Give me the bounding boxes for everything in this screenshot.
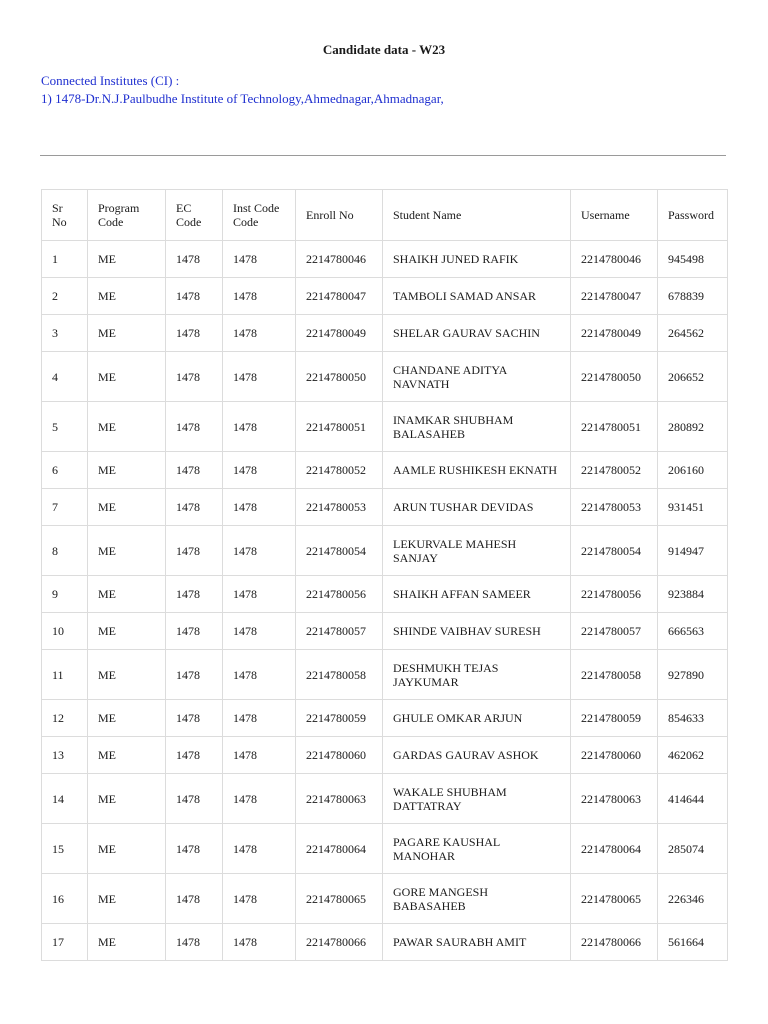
table-row: [42, 489, 728, 526]
cell-inst-code: 1478: [223, 737, 296, 774]
cell-username: 2214780057: [571, 613, 658, 650]
ci-label: Connected Institutes (CI) :: [41, 73, 180, 88]
ci-institute-line: 1) 1478-Dr.N.J.Paulbudhe Institute of Technology,Ahmednagar,Ahmadnagar,: [41, 91, 444, 106]
cell-program-code: ME: [88, 924, 166, 961]
cell-sr-no: 11: [42, 650, 88, 700]
table-row: [42, 650, 728, 700]
cell-student-name: ARUN TUSHAR DEVIDAS: [383, 489, 571, 526]
cell-username: 2214780052: [571, 452, 658, 489]
cell-inst-code: 1478: [223, 824, 296, 874]
header-username: Username: [571, 190, 658, 241]
cell-sr-no: 16: [42, 874, 88, 924]
cell-program-code: ME: [88, 278, 166, 315]
cell-enroll-no: 2214780057: [296, 613, 383, 650]
cell-student-name: INAMKAR SHUBHAM BALASAHEB: [383, 402, 571, 452]
cell-sr-no: 13: [42, 737, 88, 774]
cell-ec-code: 1478: [166, 613, 223, 650]
cell-username: 2214780066: [571, 924, 658, 961]
cell-inst-code: 1478: [223, 278, 296, 315]
cell-inst-code: 1478: [223, 241, 296, 278]
cell-program-code: ME: [88, 452, 166, 489]
cell-enroll-no: 2214780046: [296, 241, 383, 278]
cell-ec-code: 1478: [166, 576, 223, 613]
table-row: [42, 874, 728, 924]
cell-student-name: SHELAR GAURAV SACHIN: [383, 315, 571, 352]
document-title: Candidate data - W23: [322, 42, 446, 57]
cell-password: 226346: [658, 874, 728, 924]
cell-password: 678839: [658, 278, 728, 315]
cell-sr-no: 6: [42, 452, 88, 489]
cell-inst-code: 1478: [223, 650, 296, 700]
cell-inst-code: 1478: [223, 315, 296, 352]
cell-username: 2214780058: [571, 650, 658, 700]
cell-student-name: GHULE OMKAR ARJUN: [383, 700, 571, 737]
cell-enroll-no: 2214780050: [296, 352, 383, 402]
cell-ec-code: 1478: [166, 241, 223, 278]
header-sr-no: Sr No: [42, 190, 88, 241]
cell-student-name: LEKURVALE MAHESH SANJAY: [383, 526, 571, 576]
table-row: [42, 526, 728, 576]
cell-enroll-no: 2214780047: [296, 278, 383, 315]
cell-sr-no: 8: [42, 526, 88, 576]
cell-ec-code: 1478: [166, 924, 223, 961]
cell-enroll-no: 2214780063: [296, 774, 383, 824]
connected-institutes-block: [41, 72, 444, 108]
cell-inst-code: 1478: [223, 526, 296, 576]
table-body: [42, 241, 728, 961]
cell-inst-code: 1478: [223, 576, 296, 613]
cell-student-name: GARDAS GAURAV ASHOK: [383, 737, 571, 774]
header-program-code: Program Code: [88, 190, 166, 241]
cell-sr-no: 5: [42, 402, 88, 452]
table-row: [42, 452, 728, 489]
cell-student-name: AAMLE RUSHIKESH EKNATH: [383, 452, 571, 489]
cell-enroll-no: 2214780058: [296, 650, 383, 700]
cell-ec-code: 1478: [166, 489, 223, 526]
cell-inst-code: 1478: [223, 352, 296, 402]
cell-student-name: SHAIKH JUNED RAFIK: [383, 241, 571, 278]
cell-program-code: ME: [88, 402, 166, 452]
cell-student-name: CHANDANE ADITYA NAVNATH: [383, 352, 571, 402]
header-password: Password: [658, 190, 728, 241]
cell-inst-code: 1478: [223, 489, 296, 526]
cell-ec-code: 1478: [166, 774, 223, 824]
cell-password: 914947: [658, 526, 728, 576]
cell-password: 927890: [658, 650, 728, 700]
cell-ec-code: 1478: [166, 700, 223, 737]
cell-password: 923884: [658, 576, 728, 613]
cell-enroll-no: 2214780066: [296, 924, 383, 961]
cell-password: 264562: [658, 315, 728, 352]
cell-enroll-no: 2214780065: [296, 874, 383, 924]
cell-program-code: ME: [88, 576, 166, 613]
cell-username: 2214780051: [571, 402, 658, 452]
cell-program-code: ME: [88, 489, 166, 526]
cell-student-name: TAMBOLI SAMAD ANSAR: [383, 278, 571, 315]
cell-student-name: DESHMUKH TEJAS JAYKUMAR: [383, 650, 571, 700]
cell-username: 2214780047: [571, 278, 658, 315]
cell-sr-no: 17: [42, 924, 88, 961]
cell-ec-code: 1478: [166, 874, 223, 924]
cell-ec-code: 1478: [166, 824, 223, 874]
cell-sr-no: 3: [42, 315, 88, 352]
cell-password: 280892: [658, 402, 728, 452]
cell-password: 285074: [658, 824, 728, 874]
cell-enroll-no: 2214780053: [296, 489, 383, 526]
cell-program-code: ME: [88, 874, 166, 924]
cell-student-name: SHINDE VAIBHAV SURESH: [383, 613, 571, 650]
cell-ec-code: 1478: [166, 650, 223, 700]
cell-student-name: PAWAR SAURABH AMIT: [383, 924, 571, 961]
cell-password: 462062: [658, 737, 728, 774]
cell-username: 2214780063: [571, 774, 658, 824]
header-inst-code: Inst Code Code: [223, 190, 296, 241]
table-row: [42, 700, 728, 737]
cell-ec-code: 1478: [166, 737, 223, 774]
table-row: [42, 315, 728, 352]
cell-student-name: PAGARE KAUSHAL MANOHAR: [383, 824, 571, 874]
cell-username: 2214780046: [571, 241, 658, 278]
cell-password: 414644: [658, 774, 728, 824]
cell-username: 2214780065: [571, 874, 658, 924]
cell-sr-no: 4: [42, 352, 88, 402]
table-row: [42, 278, 728, 315]
table-header-row: [42, 190, 728, 241]
cell-sr-no: 10: [42, 613, 88, 650]
cell-inst-code: 1478: [223, 924, 296, 961]
cell-password: 666563: [658, 613, 728, 650]
cell-program-code: ME: [88, 613, 166, 650]
cell-enroll-no: 2214780059: [296, 700, 383, 737]
cell-program-code: ME: [88, 774, 166, 824]
cell-username: 2214780050: [571, 352, 658, 402]
cell-ec-code: 1478: [166, 526, 223, 576]
cell-password: 945498: [658, 241, 728, 278]
cell-sr-no: 7: [42, 489, 88, 526]
table-row: [42, 924, 728, 961]
cell-inst-code: 1478: [223, 452, 296, 489]
divider: [40, 155, 726, 156]
cell-enroll-no: 2214780056: [296, 576, 383, 613]
cell-sr-no: 9: [42, 576, 88, 613]
cell-username: 2214780056: [571, 576, 658, 613]
cell-program-code: ME: [88, 824, 166, 874]
cell-username: 2214780053: [571, 489, 658, 526]
cell-inst-code: 1478: [223, 613, 296, 650]
candidate-table: [41, 189, 728, 961]
cell-sr-no: 12: [42, 700, 88, 737]
cell-username: 2214780060: [571, 737, 658, 774]
header-student-name: Student Name: [383, 190, 571, 241]
table-row: [42, 576, 728, 613]
cell-username: 2214780064: [571, 824, 658, 874]
cell-password: 561664: [658, 924, 728, 961]
cell-ec-code: 1478: [166, 452, 223, 489]
cell-program-code: ME: [88, 315, 166, 352]
cell-program-code: ME: [88, 737, 166, 774]
cell-enroll-no: 2214780064: [296, 824, 383, 874]
cell-student-name: GORE MANGESH BABASAHEB: [383, 874, 571, 924]
table-row: [42, 241, 728, 278]
cell-password: 854633: [658, 700, 728, 737]
cell-inst-code: 1478: [223, 700, 296, 737]
cell-sr-no: 2: [42, 278, 88, 315]
cell-program-code: ME: [88, 241, 166, 278]
cell-enroll-no: 2214780051: [296, 402, 383, 452]
cell-ec-code: 1478: [166, 402, 223, 452]
cell-username: 2214780054: [571, 526, 658, 576]
cell-username: 2214780049: [571, 315, 658, 352]
table-row: [42, 737, 728, 774]
cell-ec-code: 1478: [166, 278, 223, 315]
cell-student-name: WAKALE SHUBHAM DATTATRAY: [383, 774, 571, 824]
cell-password: 206652: [658, 352, 728, 402]
cell-inst-code: 1478: [223, 874, 296, 924]
header-enroll-no: Enroll No: [296, 190, 383, 241]
cell-ec-code: 1478: [166, 352, 223, 402]
cell-sr-no: 1: [42, 241, 88, 278]
cell-username: 2214780059: [571, 700, 658, 737]
cell-password: 931451: [658, 489, 728, 526]
table-row: [42, 774, 728, 824]
cell-program-code: ME: [88, 526, 166, 576]
cell-enroll-no: 2214780054: [296, 526, 383, 576]
table-row: [42, 613, 728, 650]
cell-program-code: ME: [88, 352, 166, 402]
cell-enroll-no: 2214780052: [296, 452, 383, 489]
table-row: [42, 402, 728, 452]
table-row: [42, 824, 728, 874]
cell-program-code: ME: [88, 700, 166, 737]
cell-sr-no: 15: [42, 824, 88, 874]
cell-password: 206160: [658, 452, 728, 489]
cell-inst-code: 1478: [223, 774, 296, 824]
cell-inst-code: 1478: [223, 402, 296, 452]
table-row: [42, 352, 728, 402]
cell-program-code: ME: [88, 650, 166, 700]
header-ec-code: EC Code: [166, 190, 223, 241]
cell-sr-no: 14: [42, 774, 88, 824]
cell-enroll-no: 2214780060: [296, 737, 383, 774]
cell-enroll-no: 2214780049: [296, 315, 383, 352]
cell-ec-code: 1478: [166, 315, 223, 352]
cell-student-name: SHAIKH AFFAN SAMEER: [383, 576, 571, 613]
